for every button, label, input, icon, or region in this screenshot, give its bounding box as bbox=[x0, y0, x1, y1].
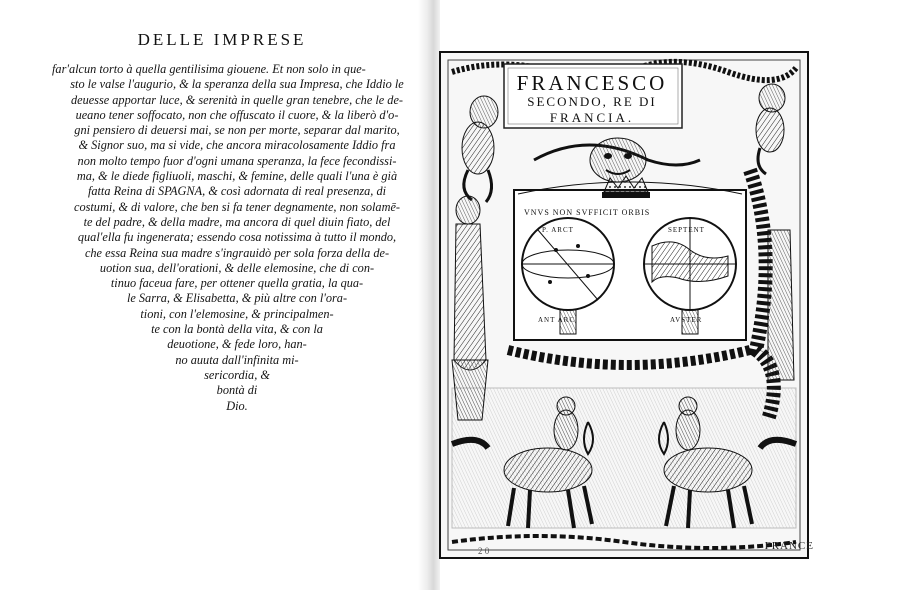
plate-caption: FRANCE bbox=[764, 540, 814, 552]
body-text bbox=[52, 62, 422, 414]
left-page bbox=[52, 22, 422, 570]
text-line: ueano tener soffocato, non che offuscato il cuore, & la liberò d'o- bbox=[75, 107, 399, 122]
text-line: deuotione, & fede loro, han- bbox=[167, 337, 307, 352]
text-line: te con la bontà della vita, & con la bbox=[151, 322, 323, 337]
title-line-1: FRANCESCO bbox=[516, 71, 668, 95]
engraving-plate bbox=[438, 50, 810, 562]
engraving-illustration bbox=[438, 50, 810, 562]
plate-title bbox=[506, 72, 678, 125]
text-line: uotion sua, dell'orationi, & delle elemosine, che di con- bbox=[99, 260, 375, 275]
text-line: te del padre, & della madre, ma ancora di quel diuin fiato, del bbox=[83, 214, 391, 229]
title-line-2: SECONDO, RE DI bbox=[527, 94, 657, 109]
text-line: qual'ella fu ingenerata; essendo cosa notissima à tutto il mondo, bbox=[77, 230, 397, 245]
sphere-label-arctic: P. ARCT bbox=[542, 226, 574, 234]
right-page bbox=[430, 18, 820, 570]
running-head: DELLE IMPRESE bbox=[137, 30, 307, 49]
title-line-3: FRANCIA. bbox=[549, 110, 635, 125]
text-line: sto le valse l'augurio, & la speranza della sua Impresa, che Iddio le bbox=[70, 77, 404, 92]
text-line: costumi, & di valore, che ben si fa tener degnamente, non solamē- bbox=[73, 199, 401, 214]
text-line: non molto tempo fuor d'ogni umana speranza, la fece fecondissi- bbox=[77, 153, 397, 168]
catchword: 2 0 bbox=[478, 546, 490, 556]
text-line: tioni, con l'elemosine, & principalmen- bbox=[140, 306, 334, 321]
text-line: fatta Reina di SPAGNA, & così adornata di real presenza, di bbox=[87, 184, 387, 199]
text-line: far'alcun torto à quella gentilisima giouene. Et non solo in que- bbox=[52, 62, 366, 76]
motto-text: VNVS NON SVFFICIT ORBIS bbox=[524, 208, 651, 217]
crown-icon bbox=[602, 176, 650, 198]
sphere-label-north: SEPTENT bbox=[668, 226, 705, 234]
text-line: deuesse apportar luce, & serenità in quelle gran tenebre, che le de- bbox=[70, 92, 404, 107]
text-line: gni pensiero di deuersi mai, se non per morte, separar dal marito, bbox=[74, 123, 400, 138]
text-line: che essa Reina sua madre s'ingrauidò per sola forza della de- bbox=[84, 245, 390, 260]
text-line: Dio. bbox=[226, 398, 248, 413]
text-line: tinuo faceua fare, per ottener quella gratia, la qua- bbox=[110, 276, 364, 291]
sphere-label-south: AVSTER bbox=[670, 316, 703, 324]
text-line: & Signor suo, ma si vide, che ancora miracolosamente Iddio fra bbox=[78, 138, 396, 153]
text-line: no auuta dall'infinita mi- bbox=[175, 352, 299, 367]
text-line: le Sarra, & Elisabetta, & più altre con l'ora- bbox=[126, 291, 348, 306]
text-line: ma, & le diede figliuoli, maschi, & femine, delle quali l'una è già bbox=[76, 169, 398, 184]
text-line: bontà di bbox=[216, 383, 258, 398]
sphere-label-antarctic: ANT ARC bbox=[538, 316, 576, 324]
text-line: sericordia, & bbox=[204, 367, 270, 382]
